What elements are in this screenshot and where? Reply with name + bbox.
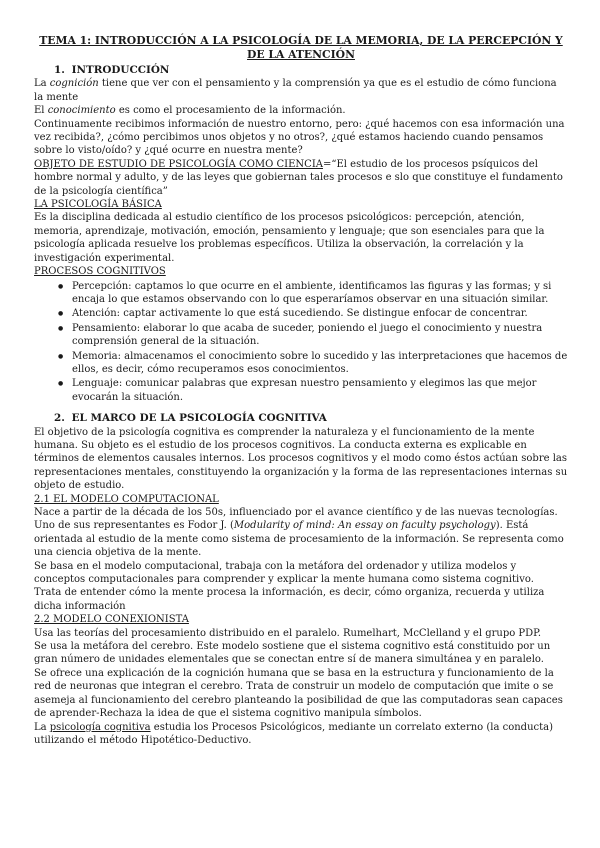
psicologia-cognitiva-term: psicología cognitiva bbox=[49, 721, 151, 733]
subsection-2-2-label: 2.2 MODELO CONEXIONISTA bbox=[34, 614, 189, 626]
list-item: ● Pensamiento: elaborar lo que acaba de suceder, poniendo el juego el conocimiento y nuestra comprensión general de la situación. bbox=[72, 322, 568, 349]
procesos-cognitivos-label: PROCESOS COGNITIVOS bbox=[34, 266, 166, 278]
paragraph-computacional-3: Trata de entender cómo la mente procesa la información, es decir, cómo organiza, recuerda y utiliza dicha información bbox=[34, 587, 545, 612]
section-2-number: 2. bbox=[54, 412, 65, 425]
document-title: TEMA 1: INTRODUCCIÓN A LA PSICOLOGÍA DE LA MEMORIA, DE LA PERCEPCIÓN Y DE LA ATENCIÓN bbox=[39, 34, 563, 61]
section-2-title: EL MARCO DE LA PSICOLOGÍA COGNITIVA bbox=[71, 412, 327, 425]
paragraph-final: La psicología cognitiva estudia los Procesos Psicológicos, mediante un correlato externo (la conducta) utilizando el método Hipotético-Deductivo. bbox=[34, 721, 553, 746]
paragraph-objeto-estudio: OBJETO DE ESTUDIO DE PSICOLOGÍA COMO CIENCIA=“El estudio de los procesos psíquicos del hombre normal y adulto, y de las leyes que gobiernan tales procesos e slo que constituye el fundamento de la psicología científica” bbox=[34, 158, 563, 197]
objeto-estudio-label: OBJETO DE ESTUDIO DE PSICOLOGÍA COMO CIENCIA bbox=[34, 158, 323, 170]
section-1-number: 1. bbox=[54, 64, 65, 76]
subsection-2-1-label: 2.1 EL MODELO COMPUTACIONAL bbox=[34, 493, 219, 505]
paragraph-conexionista-3: Se ofrece una explicación de la cognición humana que se basa en la estructura y funcionamiento de la red de neuronas que integran el cerebro. Trata de construir un modelo de computación que imite o se asemeja al funcionamiento del cerebro planteando la posibilidad de que las computadoras sean capaces de aprender-Rechaza la idea de que el sistema cognitivo manipula símbolos. bbox=[34, 667, 563, 720]
psicologia-basica-label: LA PSICOLOGÍA BÁSICA bbox=[34, 199, 162, 211]
paragraph-marco-intro: El objetivo de la psicología cognitiva es comprender la naturaleza y el funcionamiento de la mente humana. Su objeto es el estudio de los procesos cognitivos. La conducta externa es explicable en términos de elementos causales internos. Los procesos cognitivos y el modo como éstos actúan sobre las representaciones mentales, constituyendo la organización y la forma de las representaciones internas su objeto de estudio. bbox=[34, 426, 568, 492]
section-2-heading bbox=[54, 412, 568, 425]
paragraph-computacional-2: Se basa en el modelo computacional, trabaja con la metáfora del ordenador y utiliza modelos y conceptos computacionales para comprender y explicar la mente humana como sistema cognitivo. bbox=[34, 560, 534, 586]
list-item: ● Lenguaje: comunicar palabras que expresan nuestro pensamiento y elegimos las que mejor evocarán la situación. bbox=[72, 377, 568, 404]
section-1-title: INTRODUCCIÓN bbox=[71, 64, 170, 76]
paragraph-cognicion: La cognición tiene que ver con el pensamiento y la comprensión ya que es el estudio de cómo funciona la mente bbox=[34, 78, 557, 103]
term-conocimiento: conocimiento bbox=[47, 105, 116, 117]
paragraph-conexionista-2: Se usa la metáfora del cerebro. Este modelo sostiene que el sistema cognitivo está constituido por un gran número de unidades elementales que se conectan entre sí de manera simultánea y en paralelo. bbox=[34, 641, 551, 666]
paragraph-psicologia-basica: Es la disciplina dedicada al estudio científico de los procesos psicológicos: percepción, atención, memoria, aprendizaje, motivación, emoción, pensamiento y lenguaje; que son esenciales para que la psicología aplicada resuelve los problemas específicos. Utiliza la observación, la correlación y la investigación experimental. bbox=[34, 212, 545, 264]
paragraph-conocimiento: El conocimiento es como el procesamiento de la información. bbox=[34, 105, 346, 117]
list-item: ● Memoria: almacenamos el conocimiento sobre lo sucedido y las interpretaciones que hacemos de ellos, es decir, cómo recuperamos esos conocimientos. bbox=[72, 350, 568, 377]
term-cognicion: cognición bbox=[49, 78, 99, 90]
paragraph-entorno: Continuamente recibimos información de nuestro entorno, pero: ¿qué hacemos con esa información una vez recibida?, ¿cómo percibimos unos objetos y no otros?, ¿qué estamos haciendo cuando pensamos sobre lo visto/oído? y ¿qué ocurre en nuestra mente? bbox=[34, 118, 565, 157]
book-title: Modularity of mind: An essay on faculty psychology bbox=[233, 520, 496, 532]
procesos-cognitivos-list bbox=[34, 280, 568, 405]
paragraph-conexionista-1: Usa las teorías del procesamiento distribuido en el paralelo. Rumelhart, McClelland y el grupo PDP. bbox=[34, 627, 542, 639]
list-item: ● Atención: captar activamente lo que está sucediendo. Se distingue enfocar de concentrar. bbox=[72, 307, 568, 320]
section-1-heading bbox=[54, 64, 568, 77]
paragraph-computacional-1: Nace a partir de la década de los 50s, influenciado por el avance científico y de las nuevas tecnologías. Uno de sus representantes es Fodor J. (Modularity of mind: An essay on faculty psychology). Está orientada al estudio de la mente como sistema de procesamiento de la información. Se representa como una ciencia objetiva de la mente. bbox=[34, 507, 564, 559]
list-item: ● Percepción: captamos lo que ocurre en el ambiente, identificamos las figuras y las formas; y si encaja lo que estamos observando con lo que esperaríamos observar en una situación similar. bbox=[72, 280, 568, 307]
